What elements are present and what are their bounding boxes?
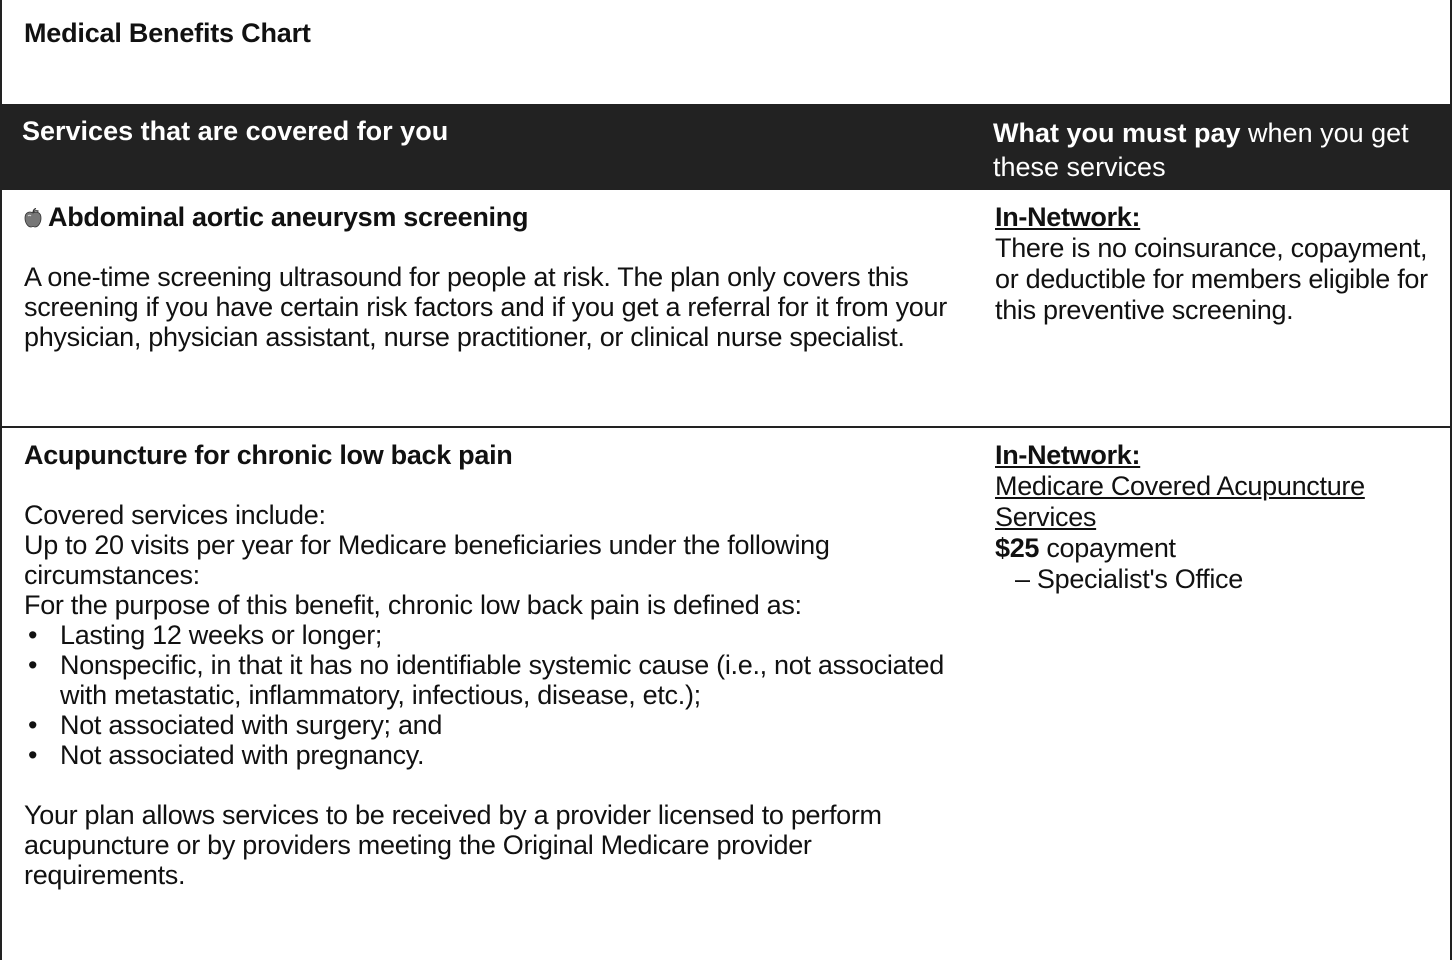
criteria-item: • Nonspecific, in that it has no identifiable systemic cause (i.e., not associated with metastatic, inflammatory, infectious, disease, etc.);	[24, 650, 954, 710]
service-link[interactable]: Medicare Covered Acupuncture Services	[995, 471, 1365, 532]
service-closing: Your plan allows services to be received by a provider licensed to perform acupuncture or by providers meeting the Original Medicare provider requirements.	[24, 800, 882, 890]
in-network-label: In-Network:	[995, 440, 1141, 470]
cost-cell	[995, 440, 1447, 595]
header-services: Services that are covered for you	[22, 116, 449, 146]
copay-line	[995, 533, 1176, 563]
service-cell	[24, 440, 954, 890]
service-description: A one-time screening ultrasound for people at risk. The plan only covers this screening if you have certain risk factors and if you get a referral for it from your physician, physician assistant, nurse practitioner, or clinical nurse specialist.	[24, 262, 947, 352]
service-definition: For the purpose of this benefit, chronic low back pain is defined as:	[24, 590, 802, 620]
service-intro: Covered services include:	[24, 500, 326, 530]
criteria-item: • Not associated with surgery; and	[24, 710, 954, 740]
criteria-item: • Not associated with pregnancy.	[24, 740, 954, 770]
in-network-label: In-Network:	[995, 202, 1141, 232]
paragraph-gap	[24, 770, 954, 800]
service-name-text: Abdominal aortic aneurysm screening	[48, 202, 529, 232]
cost-text: There is no coinsurance, copayment, or deductible for members eligible for this preventive screening.	[995, 233, 1428, 325]
benefit-row-acupuncture	[0, 428, 1452, 960]
apple-icon	[24, 208, 42, 228]
criteria-item: • Lasting 12 weeks or longer;	[24, 620, 954, 650]
location-item: – Specialist's Office	[1015, 564, 1243, 594]
service-name: Acupuncture for chronic low back pain	[24, 440, 513, 470]
chart-title-row	[0, 0, 1452, 104]
service-name	[24, 202, 954, 232]
copay-amount: $25	[995, 533, 1040, 563]
header-cost-rest: when you get these services	[993, 118, 1409, 182]
header-cost-bold: What you must pay	[993, 118, 1241, 148]
criteria-list	[24, 620, 954, 770]
cost-cell	[995, 202, 1447, 326]
header-cost	[993, 116, 1445, 184]
copay-text: copayment	[1039, 533, 1176, 563]
service-visits: Up to 20 visits per year for Medicare beneficiaries under the following circumstances:	[24, 530, 830, 590]
chart-title: Medical Benefits Chart	[24, 18, 311, 48]
service-cell	[24, 202, 954, 352]
benefit-row-aaa-screening	[0, 190, 1452, 428]
table-header-row	[0, 104, 1452, 190]
